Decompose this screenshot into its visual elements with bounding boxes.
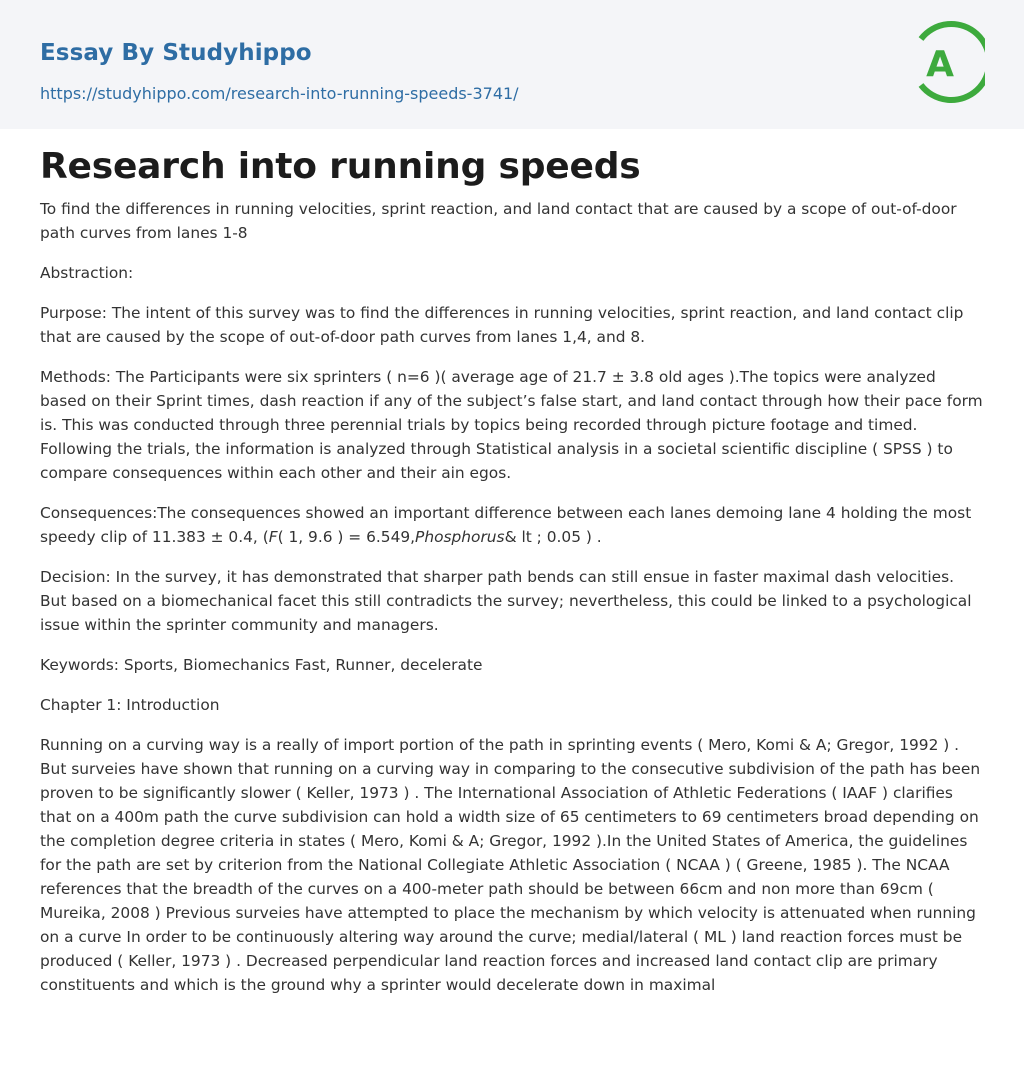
results-text-b: ( 1, 9.6 ) = 6.549, [277, 528, 416, 546]
page-title: Research into running speeds [40, 146, 641, 187]
brand-title[interactable]: Essay By Studyhippo [40, 40, 312, 66]
introduction-paragraph: Running on a curving way is a really of import portion of the path in sprinting events ( Mero, Komi & A; Gregor, 1992 ) . But surveies have shown that running on a curving way in comparing to the consecutive subdivision of the path has been proven to be significantly slower ( Keller, 1973 ) . The International Association of Athletic Federations ( IAAF ) clarifies that on a 400m path the curve subdivision can hold a width size of 65 centimeters to 69 centimeters broad depending on the completion degree criteria in states ( Mero, Komi & A; Gregor, 1992 ).In the United States of America, the guidelines for the path are set by criterion from the National Collegiate Athletic Association ( NCAA ) ( Greene, 1985 ). The NCAA references that the breadth of the curves on a 400-meter path should be between 66cm and non more than 69cm ( Mureika, 2008 ) Previous surveies have attempted to place the mechanism by which velocity is attenuated when running on a curve In order to be continuously altering way around the curve; medial/lateral ( ML ) land reaction forces must be produced ( Keller, 1973 ) . Decreased perpendicular land reaction forces and increased land contact clip are primary constituents and which is the ground why a sprinter would decelerate down in maximal [40, 736, 981, 994]
logo-letter: A [926, 44, 954, 85]
abstract-heading: Abstraction: [40, 264, 134, 282]
studyhippo-logo-icon[interactable] [913, 19, 985, 105]
page-header [0, 0, 1024, 129]
results-text-c: & lt ; 0.05 ) . [504, 528, 602, 546]
keywords-paragraph: Keywords: Sports, Biomechanics Fast, Runner, decelerate [40, 656, 483, 674]
article-body [0, 129, 1024, 997]
methods-paragraph: Methods: The Participants were six sprinters ( n=6 )( average age of 21.7 ± 3.8 old ages ).The topics were analyzed based on their Sprint times, dash reaction if any of the subject’s false start, and land contact through how their pace form is. This was conducted through three perennial trials by topics being recorded through picture footage and timed. Following the trials, the information is analyzed through Statistical analysis in a societal scientific discipline ( SPSS ) to compare consequences within each other and their ain egos. [40, 368, 983, 482]
results-p-label: Phosphorus [415, 528, 505, 546]
purpose-paragraph: Purpose: The intent of this survey was to find the differences in running velocities, sprint reaction, and land contact clip that are caused by the scope of out-of-door path curves from lanes 1,4, and 8. [40, 304, 964, 346]
results-text-a: Consequences:The consequences showed an important difference between each lanes demoing lane 4 holding the most speedy clip of 11.383 ± 0.4, ( [40, 504, 972, 546]
results-paragraph [40, 501, 984, 549]
results-f-stat: F [268, 528, 278, 546]
chapter-heading: Chapter 1: Introduction [40, 696, 220, 714]
intro-paragraph: To find the differences in running velocities, sprint reaction, and land contact that are caused by a scope of out-of-door path curves from lanes 1-8 [40, 200, 957, 242]
source-url-link[interactable]: https://studyhippo.com/research-into-running-speeds-3741/ [40, 84, 519, 103]
decision-paragraph: Decision: In the survey, it has demonstrated that sharper path bends can still ensue in faster maximal dash velocities. But based on a biomechanical facet this still contradicts the survey; nevertheless, this could be linked to a psychological issue within the sprinter community and managers. [40, 568, 972, 634]
